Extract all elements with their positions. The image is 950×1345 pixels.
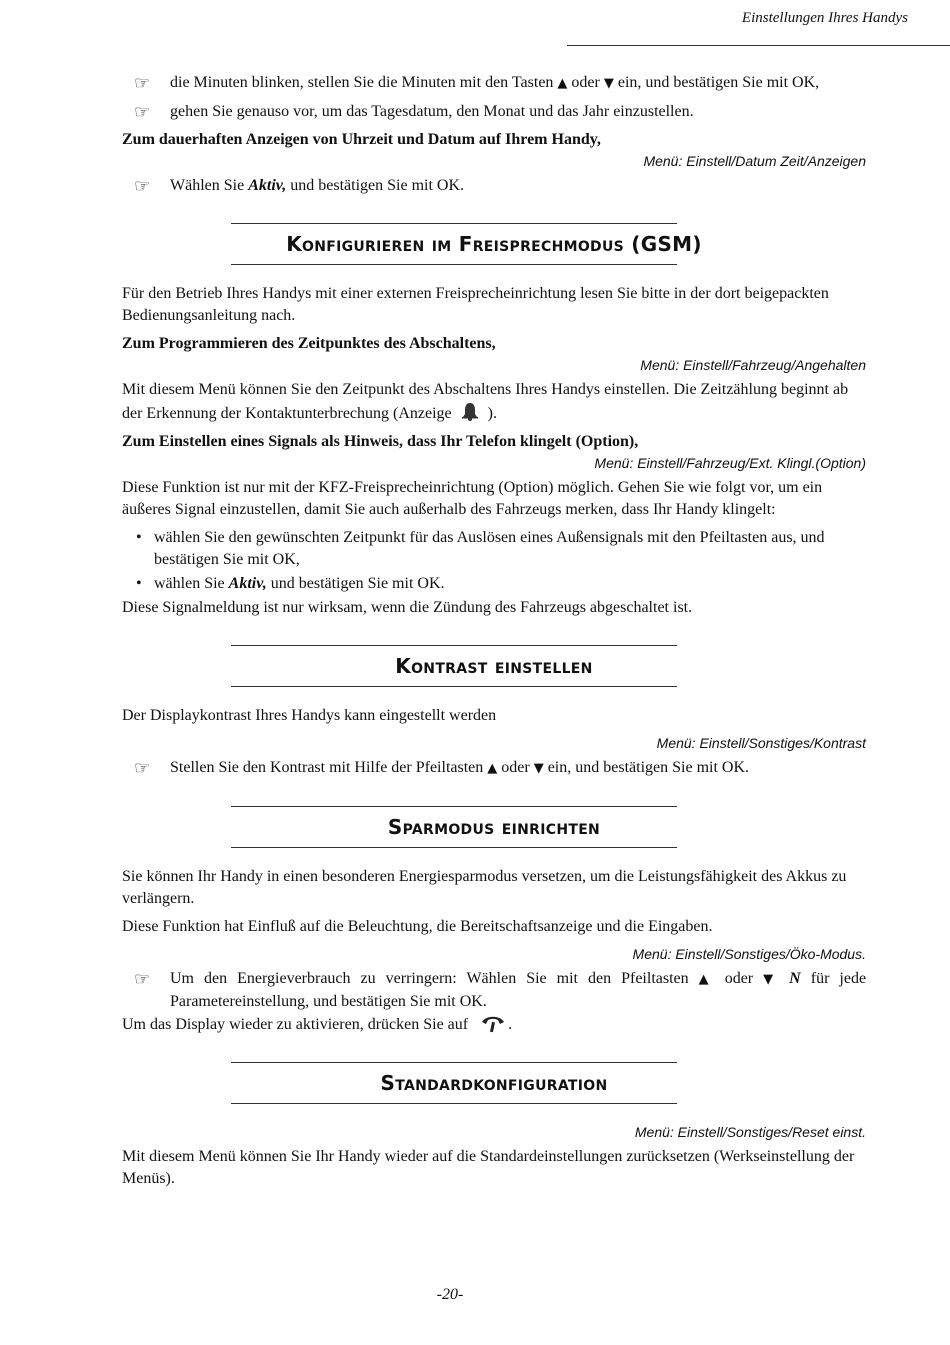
list-item-text: und bestätigen Sie mit OK. (270, 575, 445, 592)
bullet-icon: • (136, 529, 142, 546)
instruction-text: oder (724, 970, 754, 987)
phone-handset-icon (480, 1013, 506, 1033)
heading-rule-bottom (231, 264, 677, 265)
pointing-hand-icon: ☞ (134, 176, 151, 196)
paragraph-text: . (508, 1016, 513, 1033)
paragraph (122, 1013, 866, 1036)
instruction-text: ein, und bestätigen Sie mit OK, (617, 74, 820, 91)
section-title: Sparmodus einrichten (387, 815, 601, 839)
paragraph: Mit diesem Menü können Sie Ihr Handy wieder auf die Standardeinstellungen zurücksetzen (Werkseinstellung der Menüs). (122, 1148, 855, 1187)
instruction-step (122, 757, 866, 780)
bold-intro: Zum Programmieren des Zeitpunktes des Abschaltens, (122, 335, 496, 352)
menu-path: Menü: Einstell/Sonstiges/Kontrast (656, 735, 866, 751)
menu-path: Menü: Einstell/Fahrzeug/Ext. Klingl.(Option) (594, 455, 866, 471)
option-name: Aktiv, (248, 177, 287, 194)
running-header: Einstellungen Ihres Handys (741, 10, 908, 26)
paragraph: Sie können Ihr Handy in einen besonderen Energiesparmodus versetzen, um die Leistungsfähigkeit des Akkus zu verlängern. (122, 868, 847, 907)
instruction-text: ein, und bestätigen Sie mit OK. (547, 759, 750, 776)
paragraph-text: Mit diesem Menü können Sie den Zeitpunkt des Abschaltens Ihres Handys einstellen. Die Zeitzählung beginnt ab der Erkennung der Kontaktunterbrechung (Anzeige (122, 381, 849, 422)
section-title: Kontrast einstellen (395, 654, 593, 678)
paragraph-text: Um das Display wieder zu aktivieren, drücken Sie auf (122, 1016, 469, 1033)
heading-rule-bottom (231, 1103, 677, 1104)
instruction-step (122, 101, 866, 123)
paragraph: Der Displaykontrast Ihres Handys kann eingestellt werden (122, 707, 497, 724)
list-item (122, 527, 866, 571)
key-name: N (789, 970, 801, 987)
section-title: Standardkonfiguration (380, 1071, 608, 1095)
paragraph: Für den Betrieb Ihres Handys mit einer externen Freisprecheinrichtung lesen Sie bitte in der dort beigepackten Bedienungsanleitung nach. (122, 285, 829, 324)
instruction-text: Wählen Sie (170, 177, 245, 194)
instruction-text: gehen Sie genauso vor, um das Tagesdatum, den Monat und das Jahr einzustellen. (170, 103, 694, 120)
up-arrow-icon: ▲ (557, 76, 568, 91)
section-heading (122, 1062, 866, 1104)
heading-rule-bottom (231, 686, 677, 687)
paragraph: Diese Funktion ist nur mit der KFZ-Freisprecheinrichtung (Option) möglich. Gehen Sie wie folgt vor, um ein äußeres Signal einzustellen, damit Sie auch außerhalb des Fahrzeugs merken, dass Ihr Handy klingelt: (122, 479, 823, 518)
menu-path: Menü: Einstell/Sonstiges/Öko-Modus. (632, 946, 866, 962)
pointing-hand-icon: ☞ (134, 73, 151, 93)
instruction-step (122, 968, 866, 1013)
down-arrow-icon: ▼ (603, 76, 614, 91)
down-arrow-icon: ▼ (533, 761, 544, 776)
paragraph (122, 379, 866, 425)
menu-path: Menü: Einstell/Datum Zeit/Anzeigen (643, 153, 866, 169)
down-arrow-icon: ▼ (763, 972, 780, 987)
bold-intro: Zum dauerhaften Anzeigen von Uhrzeit und Datum auf Ihrem Handy, (122, 131, 601, 148)
up-arrow-icon: ▲ (487, 761, 498, 776)
header-rule (567, 45, 950, 46)
pointing-hand-icon: ☞ (134, 102, 151, 122)
list-item-text: wählen Sie (154, 575, 225, 592)
menu-path: Menü: Einstell/Sonstiges/Reset einst. (634, 1124, 866, 1140)
instruction-text: die Minuten blinken, stellen Sie die Minuten mit den Tasten (170, 74, 554, 91)
section-heading (122, 223, 866, 265)
paragraph-text: ). (487, 405, 497, 422)
instruction-text: für jede Parametereinstellung, und bestätigen Sie mit OK. (170, 970, 867, 1010)
menu-path: Menü: Einstell/Fahrzeug/Angehalten (640, 357, 866, 373)
up-arrow-icon: ▲ (698, 972, 715, 987)
instruction-text: oder (571, 74, 600, 91)
section-heading (122, 806, 866, 848)
bullet-icon: • (136, 575, 142, 592)
page-number: -20- (436, 1286, 464, 1303)
pointing-hand-icon: ☞ (134, 758, 151, 778)
instruction-text: und bestätigen Sie mit OK. (290, 177, 465, 194)
paragraph: Diese Funktion hat Einfluß auf die Beleuchtung, die Bereitschaftsanzeige und die Eingaben. (122, 918, 713, 935)
instruction-step (122, 72, 866, 95)
page-content (122, 72, 866, 1190)
list-item-text: wählen Sie den gewünschten Zeitpunkt für das Auslösen eines Außensignals mit den Pfeiltasten aus, und bestätigen Sie mit OK, (154, 529, 825, 568)
paragraph: Diese Signalmeldung ist nur wirksam, wenn die Zündung des Fahrzeugs abgeschaltet ist. (122, 599, 693, 616)
instruction-step (122, 175, 866, 197)
list-item (122, 573, 866, 595)
bell-icon (460, 401, 480, 421)
instruction-text: oder (501, 759, 530, 776)
section-heading (122, 645, 866, 687)
section-title: Konfigurieren im Freisprechmodus (GSM) (286, 232, 702, 256)
instruction-text: Stellen Sie den Kontrast mit Hilfe der Pfeiltasten (170, 759, 484, 776)
instruction-text: Um den Energieverbrauch zu verringern: Wählen Sie mit den Pfeiltasten (170, 970, 689, 987)
option-name: Aktiv, (228, 575, 267, 592)
bold-intro: Zum Einstellen eines Signals als Hinweis, dass Ihr Telefon klingelt (Option), (122, 433, 639, 450)
heading-rule-bottom (231, 847, 677, 848)
pointing-hand-icon: ☞ (134, 969, 151, 989)
